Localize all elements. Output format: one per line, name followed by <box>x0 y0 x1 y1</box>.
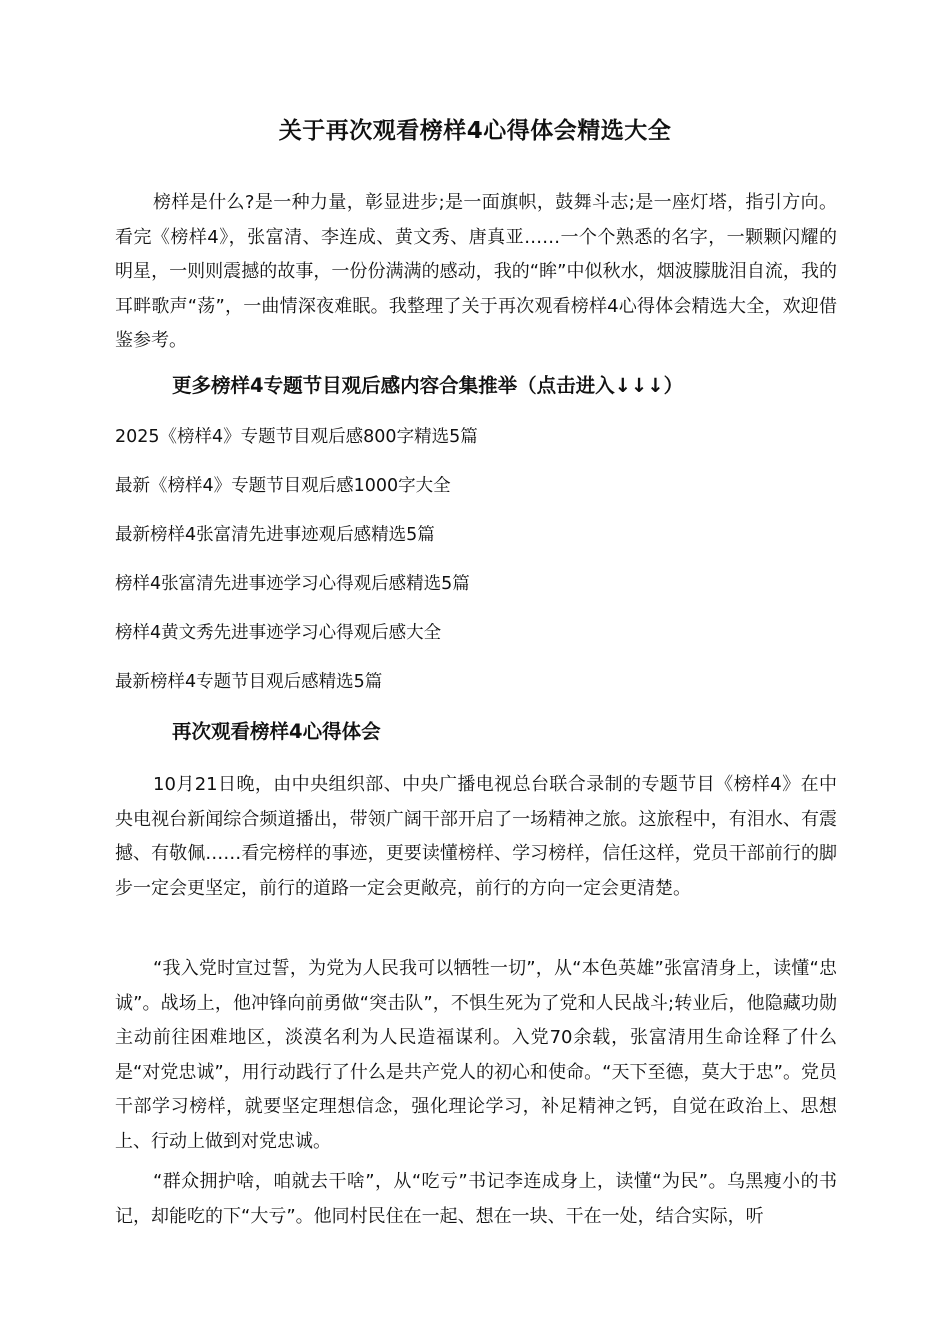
body-paragraph-1: 10月21日晚，由中央组织部、中央广播电视总台联合录制的专题节目《榜样4》在中央电视台新闻综合频道播出，带领广阔干部开启了一场精神之旅。这旅程中，有泪水、有震撼、有敬佩……看完榜样的事迹，更要读懂榜样、学习榜样，信任这样，党员干部前行的脚步一定会更坚定，前行的道路一定会更敞亮，前行的方向一定会更清楚。 <box>115 774 837 899</box>
body-paragraph-2: “我入党时宣过誓，为党为人民我可以牺牲一切”，从“本色英雄”张富清身上，读懂“忠诚”。战场上，他冲锋向前勇做“突击队”，不惧生死为了党和人民战斗;转业后，他隐藏功勋主动前往困难地区，淡漠名利为人民造福谋利。入党70余载，张富清用生命诠释了什么是“对党忠诚”，用行动践行了什么是共产党人的初心和使命。“天下至德，莫大于忠”。党员干部学习榜样，就要坚定理想信念，强化理论学习，补足精神之钙，自觉在政治上、思想上、行动上做到对党忠诚。 <box>115 958 837 1152</box>
recommend-link-2[interactable]: 最新《榜样4》专题节目观后感1000字大全 <box>115 476 451 496</box>
recommend-link-4[interactable]: 榜样4张富清先进事迹学习心得观后感精选5篇 <box>115 574 470 594</box>
recommend-link-5[interactable]: 榜样4黄文秀先进事迹学习心得观后感大全 <box>115 623 442 643</box>
body-paragraph-3: “群众拥护啥，咱就去干啥”，从“吃亏”书记李连成身上，读懂“为民”。乌黑瘦小的书记，却能吃的下“大亏”。他同村民住在一起、想在一块、干在一处，结合实际，听 <box>115 1171 837 1227</box>
document-title: 关于再次观看榜样4心得体会精选大全 <box>278 118 672 144</box>
recommend-link-6[interactable]: 最新榜样4专题节目观后感精选5篇 <box>115 672 383 692</box>
recommend-heading: 更多榜样4专题节目观后感内容合集推举（点击进入↓↓↓） <box>172 374 684 397</box>
intro-paragraph: 榜样是什么?是一种力量，彰显进步;是一面旗帜，鼓舞斗志;是一座灯塔，指引方向。看完《榜样4》，张富清、李连成、黄文秀、唐真亚……一个个熟悉的名字，一颗颗闪耀的明星，一则则震撼的故事，一份份满满的感动，我的“眸”中似秋水，烟波朦胧泪自流，我的耳畔歌声“荡”，一曲情深夜难眠。我整理了关于再次观看榜样4心得体会精选大全，欢迎借鉴参考。 <box>115 192 837 351</box>
recommend-link-3[interactable]: 最新榜样4张富清先进事迹观后感精选5篇 <box>115 525 435 545</box>
recommend-link-1[interactable]: 2025《榜样4》专题节目观后感800字精选5篇 <box>115 427 478 447</box>
section-heading: 再次观看榜样4心得体会 <box>172 720 381 743</box>
